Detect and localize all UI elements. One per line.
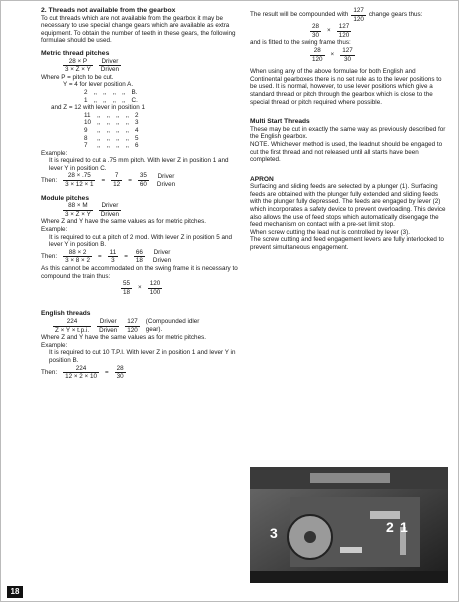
ditto-mark: ,, bbox=[116, 142, 120, 150]
y-line: Y = 4 for lever position A. bbox=[63, 81, 134, 89]
ditto-mark: ,, bbox=[116, 119, 120, 127]
metric-numerator: 28 × P bbox=[63, 58, 93, 67]
english-denominator: Z × Y × t.p.i. bbox=[55, 326, 90, 334]
example-text: It is required to cut a .75 mm pitch. With lever Z in position 1 and lever Y in position C. bbox=[49, 157, 229, 172]
eq-num: 28 bbox=[116, 364, 124, 372]
ditto-mark: ,, bbox=[103, 88, 107, 96]
y-position: C. bbox=[131, 96, 138, 104]
then-label: Then: bbox=[41, 176, 58, 184]
multi-start-note: NOTE. Whichever method is used, the leadnut should be engaged to cut the first thread and not released until all starts have been completed. bbox=[250, 140, 443, 164]
eq-num: 11 bbox=[109, 248, 117, 256]
lathe-apron-illustration bbox=[250, 467, 448, 583]
ditto-mark: ,, bbox=[125, 134, 130, 142]
ditto-mark: ,, bbox=[97, 134, 101, 142]
ditto-mark: ,, bbox=[103, 96, 107, 104]
intro-paragraph: To cut threads which are not available from the gearbox it may be necessary to use special change gears which are available as extra equipment. To obtain the number of teeth in these gears, the following formulae should be used. bbox=[41, 14, 236, 45]
ditto-mark: ,, bbox=[93, 96, 98, 104]
eq-den: 120 bbox=[127, 326, 138, 334]
english-where: Where Z and Y have the same values as for metric pitches. bbox=[41, 334, 206, 342]
result-tail: change gears thus: bbox=[368, 11, 423, 19]
ditto-mark: ,, bbox=[116, 111, 120, 119]
driven-label: Driven bbox=[99, 326, 118, 334]
z-value: 9 bbox=[84, 126, 88, 134]
ditto-mark: ,, bbox=[122, 88, 126, 96]
module-where: Where Z and Y have the same values as for metric pitches. bbox=[41, 218, 206, 226]
ditto-mark: ,, bbox=[97, 119, 101, 127]
eq-num: 127 bbox=[353, 7, 364, 14]
table-row bbox=[81, 127, 142, 135]
english-numerator: 224 bbox=[53, 318, 91, 327]
ditto-mark: ,, bbox=[125, 111, 130, 119]
eq-num: 224 bbox=[63, 365, 99, 374]
eq-den: 30 bbox=[312, 31, 320, 39]
driver-label: Driver bbox=[99, 202, 121, 211]
apron-photo bbox=[250, 467, 448, 583]
z-value: 11 bbox=[84, 111, 91, 119]
table-row bbox=[81, 135, 142, 143]
multi-start-title: Multi Start Threads bbox=[250, 118, 310, 126]
ditto-mark: ,, bbox=[106, 111, 111, 119]
eq-den: 100 bbox=[149, 288, 161, 296]
eq-num: 28 bbox=[312, 23, 320, 31]
driven-label: Driven bbox=[152, 256, 172, 264]
z-position: 5 bbox=[135, 134, 139, 142]
eq-num: 28 × .75 bbox=[63, 172, 95, 181]
compound-text: As this cannot be accommodated on the swing frame it is necessary to compound the train thus: bbox=[41, 265, 238, 280]
table-row bbox=[81, 119, 142, 127]
table-row bbox=[81, 142, 142, 150]
english-title: English threads bbox=[41, 310, 91, 318]
y-values-table bbox=[81, 89, 141, 104]
ditto-mark: ,, bbox=[122, 96, 126, 104]
ditto-mark: ,, bbox=[106, 126, 111, 134]
compound-equation: $\frac{55}{18}$ × $\frac{120}{100}$ bbox=[123, 280, 161, 296]
example-equation: Then: $\frac{224}{12 \times 2 \times 10}$ = $\frac{28}{30}$ bbox=[41, 364, 124, 381]
where-p: Where P = pitch to be cut. bbox=[41, 73, 114, 81]
ditto-mark: ,, bbox=[125, 126, 130, 134]
eq-den: 3 bbox=[111, 257, 115, 265]
leadscrew bbox=[250, 571, 448, 583]
eq-num: 35 bbox=[139, 172, 147, 180]
ditto-mark: ,, bbox=[116, 134, 120, 142]
driven-label: Driven bbox=[100, 66, 119, 74]
eq-den: 18 bbox=[135, 257, 143, 265]
z-line: and Z = 12 with lever in position 1 bbox=[51, 104, 145, 112]
eq-den: 30 bbox=[343, 55, 351, 63]
ditto-mark: ,, bbox=[97, 142, 101, 150]
y-position: B. bbox=[131, 88, 138, 96]
metric-denominator: 3 × Z × Y bbox=[65, 66, 91, 74]
lever bbox=[370, 511, 400, 519]
z-position: 4 bbox=[135, 126, 139, 134]
swing-equation: $\frac{28}{120}$ × $\frac{127}{30}$ bbox=[312, 46, 353, 63]
example-equation: Then: $\frac{88 \times 2}{3 \times 8 \times 2}$ = $\frac{11}{3}$ = $\frac{66}{18}$ Driver Driven bbox=[41, 248, 172, 265]
table-row bbox=[81, 89, 141, 97]
eq-num: 55 bbox=[123, 280, 131, 288]
ditto-mark: ,, bbox=[97, 111, 101, 119]
example-label: Example: bbox=[41, 149, 68, 157]
swing-text: and is fitted to the swing frame thus: bbox=[250, 39, 351, 47]
eq-den: 120 bbox=[353, 15, 364, 23]
driver-label: Driver bbox=[153, 249, 171, 257]
ditto-mark: ,, bbox=[125, 119, 130, 127]
saddle bbox=[310, 473, 390, 483]
english-formula bbox=[41, 318, 241, 334]
ditto-mark: ,, bbox=[93, 88, 98, 96]
metric-title: Metric thread pitches bbox=[41, 49, 110, 57]
handwheel-hub bbox=[304, 531, 316, 543]
then-label: Then: bbox=[41, 253, 58, 261]
ditto-mark: ,, bbox=[106, 119, 111, 127]
eq-den: 60 bbox=[139, 181, 147, 189]
photo-label-2: 2 bbox=[386, 519, 394, 535]
plunger bbox=[340, 547, 362, 553]
module-formula bbox=[41, 202, 241, 218]
module-denominator: 3 × Z × Y bbox=[65, 210, 91, 218]
driver-label: Driver bbox=[157, 172, 175, 180]
example-text: It is required to cut a pitch of 2 mod. With lever Z in position 5 and lever Y in position B. bbox=[49, 233, 233, 249]
y-value: 2 bbox=[84, 88, 88, 96]
eq-num: 7 bbox=[111, 172, 122, 181]
z-position: 2 bbox=[135, 111, 139, 119]
result-line bbox=[250, 7, 448, 23]
z-values-table bbox=[81, 112, 142, 150]
ditto-mark: ,, bbox=[106, 142, 111, 150]
then-label: Then: bbox=[41, 368, 58, 376]
formula-note: When using any of the above formulae for both English and Continental gearboxes there is no set rule as to the lever positions to be used. It is normal, however, to use lever positions which give a standard thread or pitch through the gearbox which is close to the special thread or pitch required where possible. bbox=[250, 68, 442, 106]
z-value: 7 bbox=[84, 142, 88, 150]
z-value: 8 bbox=[84, 134, 88, 142]
eq-den: 3 × 8 × 2 bbox=[65, 257, 90, 265]
right-column bbox=[250, 7, 448, 252]
apron-title: APRON bbox=[250, 175, 274, 183]
page-number: 18 bbox=[7, 586, 23, 598]
apron-paragraph: When screw cutting the lead nut is controlled by lever (3). bbox=[250, 228, 410, 236]
apron-paragraph: The screw cutting and feed engagement levers are fully interlocked to prevent simultaneous engagement. bbox=[250, 236, 444, 252]
driver-label: Driver bbox=[97, 318, 119, 327]
ditto-mark: ,, bbox=[97, 126, 101, 134]
eq-num: 120 bbox=[149, 280, 161, 288]
driven-label: Driven bbox=[156, 180, 176, 188]
eq-num: 127 bbox=[338, 23, 350, 31]
eq-num: 127 bbox=[127, 317, 138, 325]
example-label: Example: bbox=[41, 226, 68, 234]
eq-den: 3 × 12 × 1 bbox=[65, 181, 94, 189]
driven-label: Driven bbox=[100, 210, 119, 218]
eq-den: 12 × 2 × 10 bbox=[65, 373, 97, 381]
left-column bbox=[41, 7, 241, 381]
eq-num: 88 × 2 bbox=[63, 249, 92, 258]
eq-num: 127 bbox=[342, 46, 353, 54]
eq-den: 12 bbox=[113, 181, 121, 189]
z-position: 3 bbox=[135, 119, 139, 127]
result-text: The result will be compounded with bbox=[250, 11, 349, 19]
multi-start-text: These may be cut in exactly the same way as previously described for the English gearbox. bbox=[250, 125, 446, 141]
example-equation: Then: $\frac{28 \times .75}{3 \times 12 \times 1}$ = $\frac{7}{12}$ = $\frac{35}{60}$ Driver Driven bbox=[41, 172, 176, 189]
photo-label-3: 3 bbox=[270, 525, 278, 541]
eq-den: 120 bbox=[338, 31, 350, 39]
result-equation: $\frac{28}{30}$ × $\frac{127}{120}$ bbox=[312, 23, 350, 39]
eq-num: 28 bbox=[310, 47, 325, 56]
photo-label-1: 1 bbox=[400, 519, 408, 535]
example-text: It is required to cut 10 T.P.I. With lever Z in position 1 and lever Y in position B. bbox=[49, 349, 236, 364]
z-value: 10 bbox=[84, 119, 92, 127]
table-row bbox=[81, 97, 141, 105]
ditto-mark: ,, bbox=[116, 126, 120, 134]
metric-formula bbox=[41, 58, 241, 74]
ditto-mark: ,, bbox=[112, 88, 117, 96]
z-position: 6 bbox=[135, 142, 139, 150]
example-label: Example: bbox=[41, 341, 68, 349]
ditto-mark: ,, bbox=[112, 96, 117, 104]
driver-label: Driver bbox=[99, 58, 121, 67]
y-value: 1 bbox=[84, 96, 88, 104]
table-row bbox=[81, 112, 142, 120]
eq-num: 66 bbox=[135, 248, 143, 256]
module-numerator: 88 × M bbox=[63, 202, 93, 211]
idler-note: (Compounded idler gear). bbox=[145, 318, 200, 334]
eq-den: 120 bbox=[312, 55, 323, 63]
apron-paragraph: Surfacing and sliding feeds are selected by a plunger (1). Surfacing feeds are obtained with the plunger fully extended and sliding feeds with the plunger fully depressed. The feeds are engaged by lever (2) which incorporates a safety device to prevent overloading. This device also allows the use of feed stops which automatically disengage the feed mechanism on contact with a pre-set limit stop. bbox=[250, 183, 446, 229]
ditto-mark: ,, bbox=[106, 134, 111, 142]
section-title: 2. Threads not available from the gearbox bbox=[41, 7, 176, 14]
module-title: Module pitches bbox=[41, 194, 89, 202]
ditto-mark: ,, bbox=[125, 142, 130, 150]
eq-den: 30 bbox=[116, 373, 124, 381]
eq-den: 18 bbox=[123, 288, 131, 296]
